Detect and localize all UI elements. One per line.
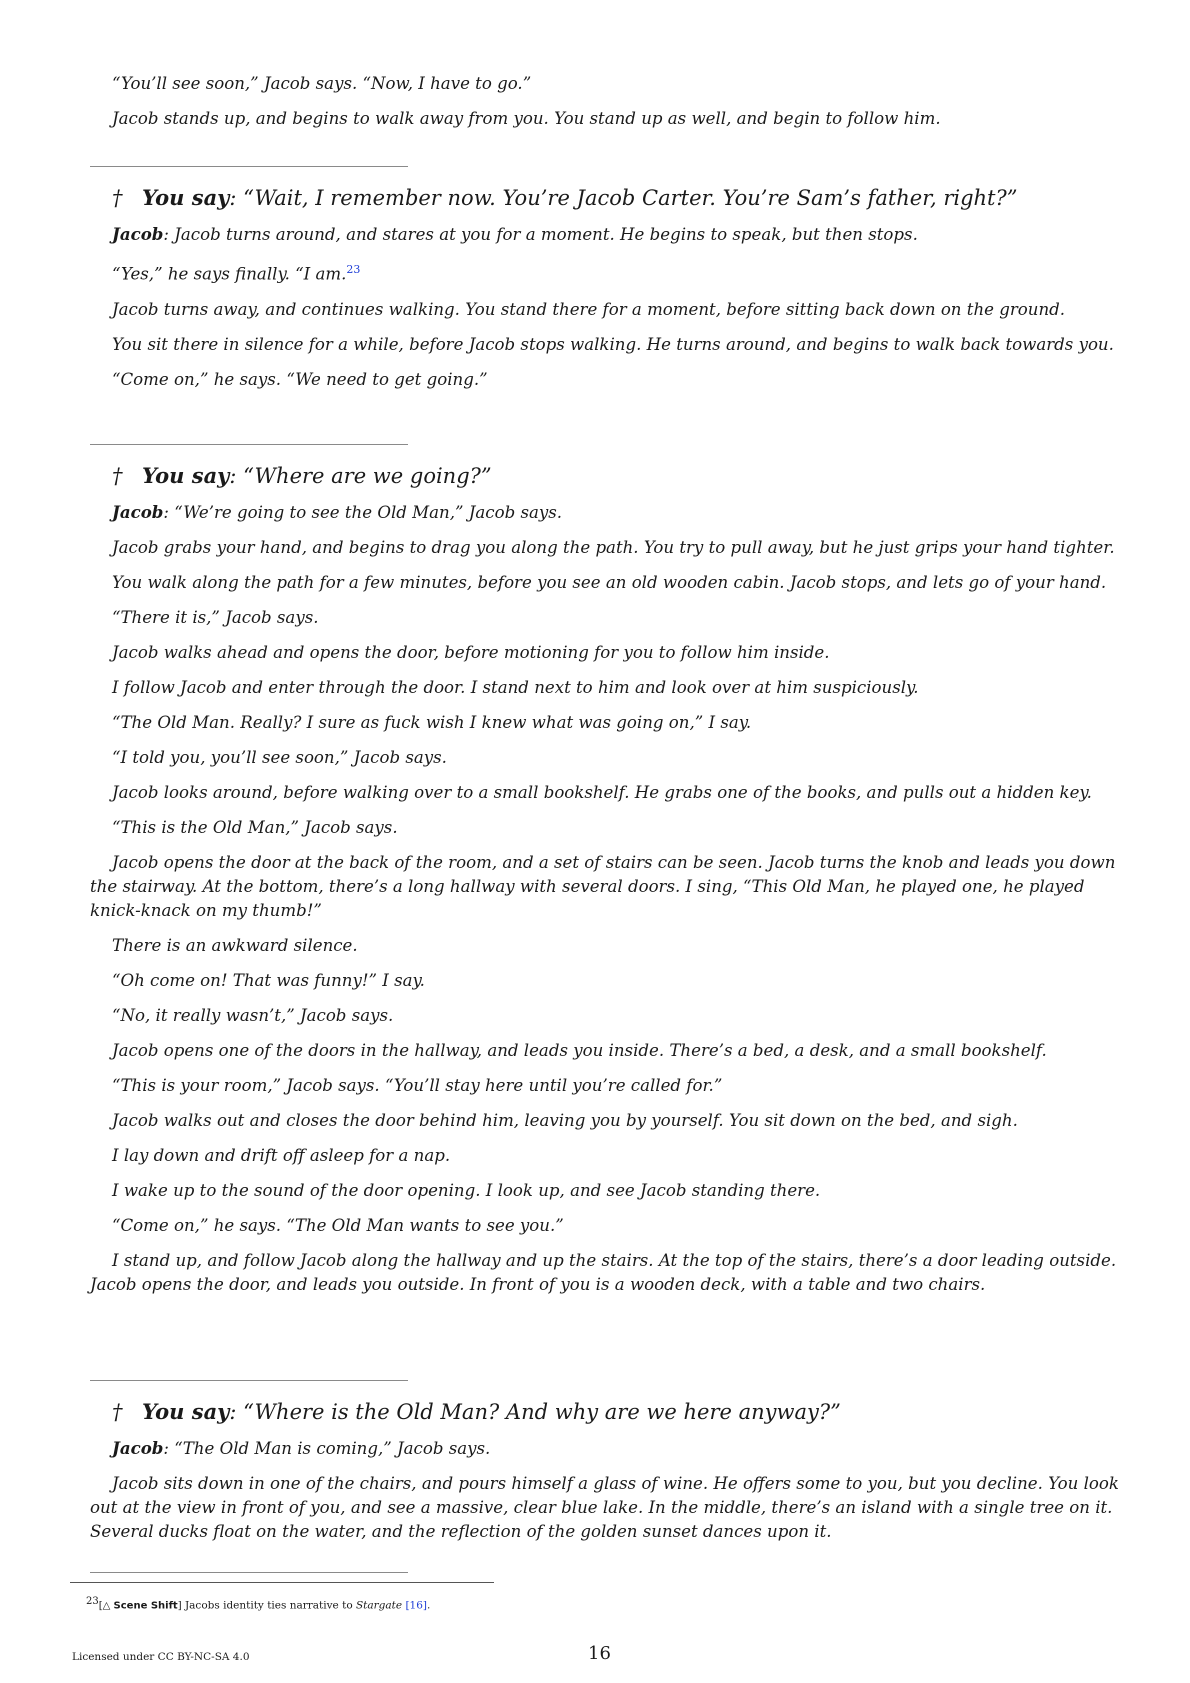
speaker-name: Jacob: [112, 502, 164, 522]
license-notice: Licensed under CC BY-NC-SA 4.0: [72, 1651, 250, 1663]
response-block: [90, 1436, 1130, 1544]
choice-text: : “Where is the Old Man? And why are we here anyway?”: [229, 1400, 841, 1424]
paragraph: “You’ll see soon,” Jacob says. “Now, I have to go.”: [112, 74, 532, 93]
response-block: [90, 222, 1130, 392]
choice-text: : “Where are we going?”: [229, 464, 492, 488]
paragraph: Jacob looks around, before walking over to a small bookshelf. He grabs one of the books, and pulls out a hidden key.: [112, 783, 1092, 802]
dagger-icon: †: [112, 464, 123, 488]
response-block: [90, 500, 1130, 1297]
choice-heading: [112, 462, 492, 490]
choice-heading: [112, 1398, 841, 1426]
footnote: $^{23}$[△ Scene Shift] Jacobs identity ties narrative to Stargate [16].: [86, 1596, 431, 1612]
footnote-rule: [70, 1582, 494, 1583]
dagger-icon: †: [112, 1400, 123, 1424]
paragraph: You walk along the path for a few minutes, before you see an old wooden cabin. Jacob stops, and lets go of your hand.: [112, 573, 1107, 592]
paragraph: Jacob grabs your hand, and begins to drag you along the path. You try to pull away, but he just grips your hand tighter.: [112, 538, 1115, 557]
paragraph: Jacob turns away, and continues walking. You stand there for a moment, before sitting back down on the ground.: [112, 299, 1066, 319]
paragraph: “Come on,” he says. “We need to get going.”: [112, 369, 488, 389]
paragraph: Jacob opens one of the doors in the hallway, and leads you inside. There’s a bed, a desk, and a small bookshelf.: [112, 1041, 1047, 1060]
footnote-text: Jacobs identity ties narrative to: [181, 1599, 356, 1612]
choice-label: You say: [142, 463, 230, 488]
paragraph: “Yes,” he says finally. “I am.$^{23}$: [112, 263, 361, 284]
paragraph: “There it is,” Jacob says.: [112, 608, 319, 627]
paragraph: Jacob walks out and closes the door behind him, leaving you by yourself. You sit down on the bed, and sigh.: [112, 1111, 1018, 1130]
section-divider: [90, 444, 408, 445]
paragraph: “Oh come on! That was funny!” I say.: [112, 971, 425, 990]
choice-heading: [112, 184, 1017, 212]
paragraph: Jacob stands up, and begins to walk away from you. You stand up as well, and begin to follow him.: [112, 109, 941, 128]
paragraph: “This is the Old Man,” Jacob says.: [112, 818, 398, 837]
warning-triangle-icon: △: [102, 1600, 111, 1612]
paragraph: “The Old Man. Really? I sure as fuck wish I knew what was going on,” I say.: [112, 713, 752, 732]
paragraph: You sit there in silence for a while, before Jacob stops walking. He turns around, and begins to walk back towards you.: [112, 334, 1114, 354]
speaker-line: Jacob: “The Old Man is coming,” Jacob says.: [112, 1438, 491, 1458]
intro-block: [90, 72, 1130, 131]
paragraph: I stand up, and follow Jacob along the hallway and up the stairs. At the top of the stairs, there’s a door leading outside. Jacob opens the door, and leads you outside. In front of you is a wooden deck, with a table and two chairs.: [90, 1251, 1117, 1294]
paragraph: “This is your room,” Jacob says. “You’ll stay here until you’re called for.”: [112, 1076, 723, 1095]
paragraph: Jacob sits down in one of the chairs, and pours himself a glass of wine. He offers some to you, but you decline. You look out at the view in front of you, and see a massive, clear blue lake. In the middle, there’s an island with a single tree on it. Several ducks float on the water, and the reflection of the golden sunset dances upon it.: [90, 1474, 1119, 1541]
dagger-icon: †: [112, 186, 123, 210]
page-number: 16: [588, 1643, 611, 1664]
choice-label: You say: [142, 185, 230, 210]
paragraph: I follow Jacob and enter through the door. I stand next to him and look over at him suspiciously.: [112, 678, 919, 697]
speaker-name: Jacob: [112, 1438, 164, 1458]
footnote-tag: Scene Shift: [113, 1600, 178, 1612]
paragraph: I lay down and drift off asleep for a nap.: [112, 1146, 451, 1165]
speaker-name: Jacob: [112, 224, 164, 244]
footnote-number: 23: [86, 1596, 99, 1607]
choice-text: : “Wait, I remember now. You’re Jacob Carter. You’re Sam’s father, right?”: [229, 186, 1018, 210]
paragraph: Jacob opens the door at the back of the room, and a set of stairs can be seen. Jacob turns the knob and leads you down the stairway. At the bottom, there’s a long hallway with several doors. I sing, “This Old Man, he played one, he played knick-knack on my thumb!”: [90, 853, 1116, 920]
paragraph: I wake up to the sound of the door opening. I look up, and see Jacob standing there.: [112, 1181, 821, 1200]
citation-link[interactable]: [16]: [405, 1599, 427, 1612]
cited-work: Stargate: [355, 1599, 403, 1612]
paragraph: “I told you, you’ll see soon,” Jacob says.: [112, 748, 447, 767]
paragraph: “Come on,” he says. “The Old Man wants to see you.”: [112, 1216, 564, 1235]
speaker-line: Jacob: “We’re going to see the Old Man,” Jacob says.: [112, 502, 563, 522]
speaker-line: Jacob: Jacob turns around, and stares at you for a moment. He begins to speak, but then stops.: [112, 224, 918, 244]
paragraph: There is an awkward silence.: [112, 936, 358, 955]
choice-label: You say: [142, 1399, 230, 1424]
section-divider: [90, 1380, 408, 1381]
section-divider: [90, 1572, 408, 1573]
paragraph: “No, it really wasn’t,” Jacob says.: [112, 1006, 394, 1025]
paragraph: Jacob walks ahead and opens the door, before motioning for you to follow him inside.: [112, 643, 830, 662]
footnote-marker[interactable]: 23: [346, 263, 361, 276]
section-divider: [90, 166, 408, 167]
